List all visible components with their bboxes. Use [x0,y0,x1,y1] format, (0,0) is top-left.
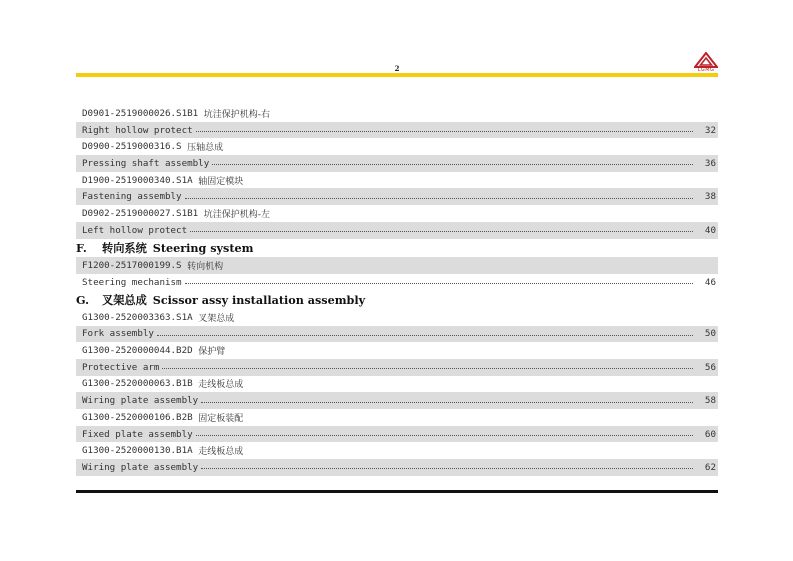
page-number: 2 [394,64,400,73]
part-name-cn: 坑洼保护机构-右 [203,109,270,120]
page-ref[interactable]: 32 [704,124,716,136]
part-name-cn: 坑洼保护机构-左 [203,209,270,220]
dot-leader [196,434,693,436]
toc-entry-title-row[interactable] [76,426,718,443]
part-code: G1300-2520003363.S1A [82,311,193,323]
section-title-cn: 转向系统 [102,241,147,255]
part-title-link[interactable]: Wiring plate assembly [82,461,199,473]
toc-entry-title-row[interactable] [76,222,718,239]
toc-entry-code-row [76,105,718,122]
toc-entry-title-row[interactable] [76,459,718,476]
toc-entry-code-row [76,138,718,155]
part-name-cn: 叉架总成 [198,313,235,324]
toc-entry-title-row[interactable] [76,326,718,343]
part-name-cn: 保护臂 [198,347,226,358]
part-code: G1300-2520000106.B2B [82,411,193,423]
part-name-cn: 走线板总成 [198,447,244,458]
part-title-link[interactable]: Steering mechanism [82,276,182,288]
table-of-contents [76,105,718,476]
toc-entry-title-row[interactable] [76,359,718,376]
logo-text: LGMG [697,67,715,73]
page-ref[interactable]: 62 [704,461,716,473]
part-name-cn: 压轴总成 [187,143,224,154]
part-title-link[interactable]: Protective arm [82,361,160,373]
part-code: D0901-2519000026.S1B1 [82,107,199,119]
dot-leader [201,467,693,469]
toc-entry-code-row [76,442,718,459]
page-ref[interactable]: 36 [704,157,716,169]
part-code: G1300-2520000130.B1A [82,445,193,457]
footer-rule [76,490,718,493]
toc-entry-title-row[interactable] [76,155,718,172]
page-ref[interactable]: 40 [704,224,716,236]
part-code: D1900-2519000340.S1A [82,174,193,186]
part-title-link[interactable]: Left hollow protect [82,224,188,236]
page-ref[interactable]: 60 [704,428,716,440]
section-letter: G. [76,292,90,307]
toc-entry-title-row[interactable] [76,122,718,139]
dot-leader [190,230,693,232]
part-title-link[interactable]: Pressing shaft assembly [82,157,210,169]
dot-leader [157,334,693,336]
part-title-link[interactable]: Fixed plate assembly [82,428,193,440]
part-title-link[interactable]: Wiring plate assembly [82,395,199,407]
part-code: G1300-2520000063.B1B [82,378,193,390]
toc-entry-code-row [76,342,718,359]
toc-entry-title-row[interactable] [76,392,718,409]
dot-leader [201,401,693,403]
toc-entry-code-row [76,172,718,189]
section-title-en: Steering system [152,240,254,255]
toc-entry-title-row[interactable] [76,274,718,291]
header-rule [76,73,718,77]
part-name-cn: 走线板总成 [198,380,244,391]
page-ref[interactable]: 56 [704,361,716,373]
part-code: D0902-2519000027.S1B1 [82,207,199,219]
page-ref[interactable]: 50 [704,328,716,340]
section-title-en: Scissor assy installation assembly [152,292,366,307]
page-ref[interactable]: 46 [704,276,716,288]
part-name-cn: 固定板装配 [198,413,244,424]
dot-leader [196,130,693,132]
toc-entry-code-row [76,257,718,274]
section-letter: F. [76,240,87,255]
part-title-link[interactable]: Fork assembly [82,328,154,340]
part-name-cn: 轴固定模块 [198,176,244,187]
page-ref[interactable]: 58 [704,395,716,407]
part-code: G1300-2520000044.B2D [82,345,193,357]
part-title-link[interactable]: Right hollow protect [82,124,193,136]
section-title-cn: 叉架总成 [102,293,147,307]
toc-entry-title-row[interactable] [76,188,718,205]
section-heading [76,290,718,309]
toc-entry-code-row [76,409,718,426]
section-heading [76,239,718,258]
toc-entry-code-row [76,309,718,326]
toc-entry-code-row [76,376,718,393]
part-code: D0900-2519000316.S [82,141,182,153]
toc-entry-code-row [76,205,718,222]
part-code: F1200-2517000199.S [82,259,182,271]
part-name-cn: 转向机构 [187,261,224,272]
page-ref[interactable]: 38 [704,191,716,203]
dot-leader [185,197,693,199]
part-title-link[interactable]: Fastening assembly [82,191,182,203]
dot-leader [162,367,693,369]
dot-leader [212,163,693,165]
dot-leader [185,282,693,284]
